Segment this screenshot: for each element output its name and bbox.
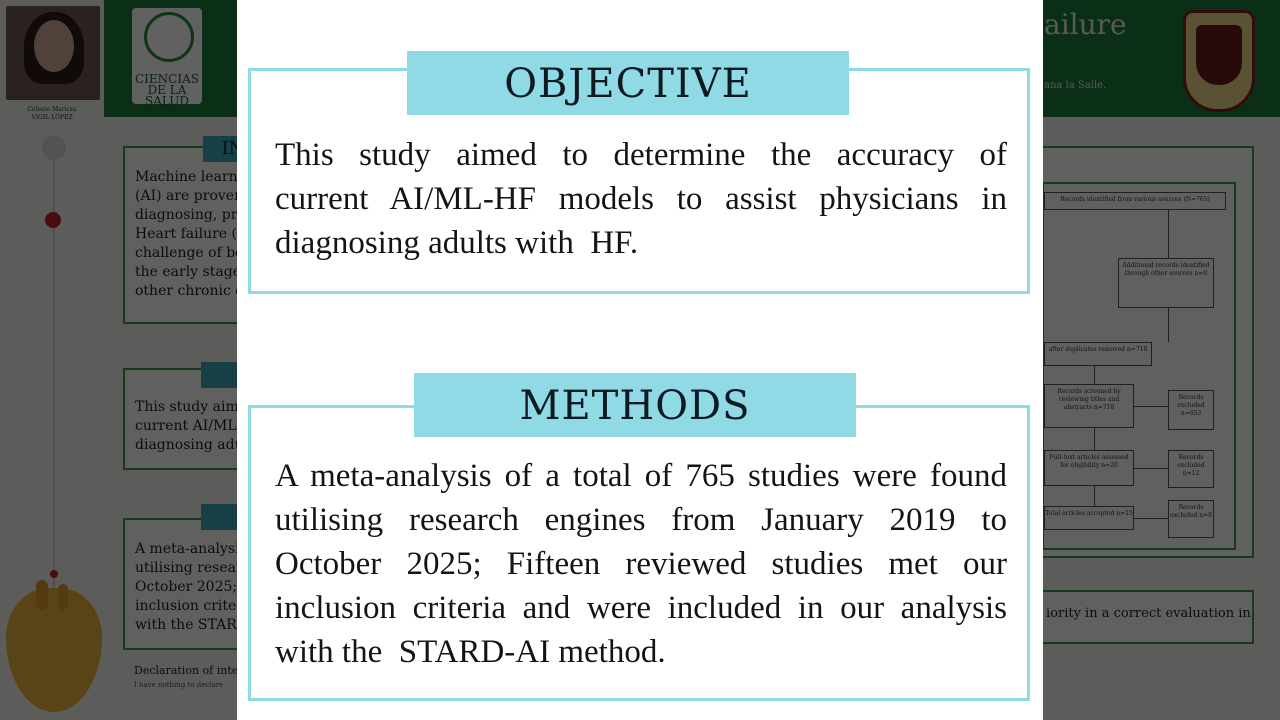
zoomed-section-modal xyxy=(237,0,1043,720)
methods-line: A meta-analysis of a total of 765 studies were found xyxy=(275,458,1007,494)
methods-line: October 2025; Fifteen reviewed studies met our xyxy=(275,546,1007,582)
objective-line: This study aimed to determine the accuracy of xyxy=(275,137,1007,173)
methods-line: utilising research engines from January 2019 to xyxy=(275,502,1007,538)
methods-line: inclusion criteria and were included in our analysis xyxy=(275,590,1007,626)
objective-heading: OBJECTIVE xyxy=(407,51,849,115)
methods-card xyxy=(248,405,1030,701)
methods-heading: METHODS xyxy=(414,373,856,437)
objective-line: current AI/ML-HF models to assist physicians in xyxy=(275,181,1007,217)
methods-text xyxy=(275,454,1007,674)
methods-line: with the STARD-AI method. xyxy=(275,634,666,670)
objective-line: diagnosing adults with HF. xyxy=(275,225,639,261)
objective-text xyxy=(275,133,1007,265)
